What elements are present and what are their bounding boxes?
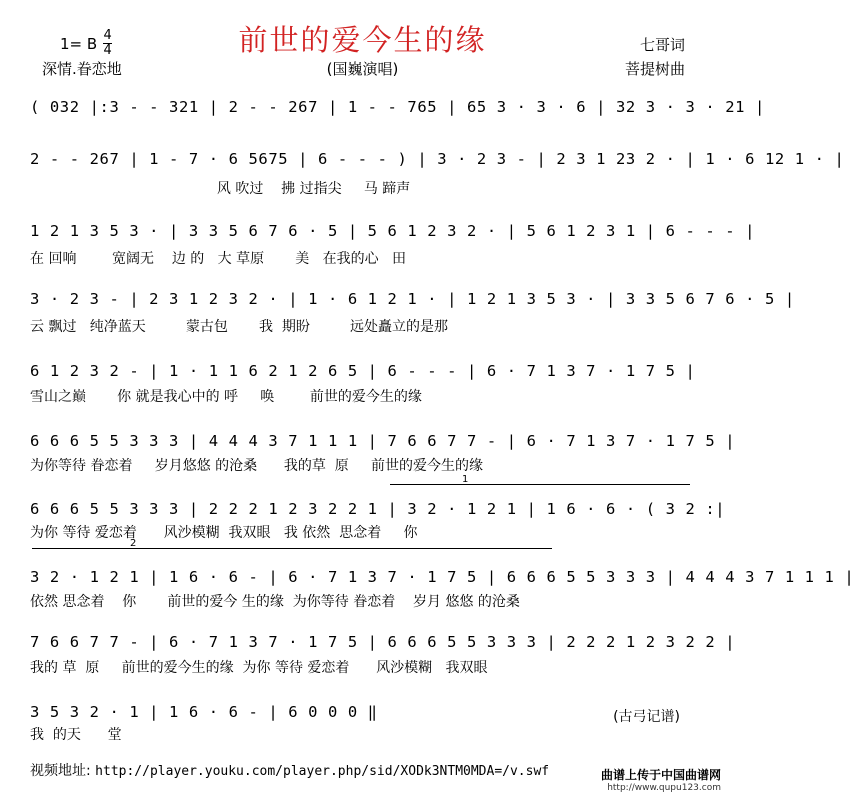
watermark-text: 曲谱上传于中国曲谱网 [600,768,721,782]
lyric-line-5: 雪山之巅 你 就是我心中的 呼 唤 前世的爱今生的缘 [30,389,422,405]
score-line-6: 6 6 6 5 5 3 3 3 | 4 4 4 3 7 1 1 1 | 7 6 6 7 7 - | 6 · 7 1 3 7 · 1 7 5 | [30,432,736,450]
lyric-line-6: 为你等待 眷恋着 岁月悠悠 的沧桑 我的草 原 前世的爱今生的缘 [30,458,484,474]
score-line-10: 3 5 3 2 · 1 | 1 6 · 6 - | 6 0 0 0 ‖ [30,703,378,721]
second-ending-number: 2 [130,538,137,549]
video-url[interactable]: http://player.youku.com/player.php/sid/XODk3NTM0MDA=/v.swf [95,764,550,779]
second-ending-bracket [32,548,552,549]
transcriber-credit: (古弓记谱) [613,709,680,725]
watermark-url: http://www.qupu123.com [607,783,721,793]
lyric-line-10: 我 的天 堂 [30,727,122,743]
score-line-3: 1 2 1 3 5 3 · | 3 3 5 6 7 6 · 5 | 5 6 1 2 3 2 · | 5 6 1 2 3 1 | 6 - - - | [30,222,756,240]
score-line-5: 6 1 2 3 2 - | 1 · 1 1 6 2 1 2 6 5 | 6 - - - | 6 · 7 1 3 7 · 1 7 5 | [30,362,696,380]
mood-marking: 深情.眷恋地 [42,60,122,78]
lyricist-credit: 七哥词 [639,36,685,54]
key-time-signature [60,30,112,57]
score-line-9: 7 6 6 7 7 - | 6 · 7 1 3 7 · 1 7 5 | 6 6 6 5 5 3 3 3 | 2 2 2 1 2 3 2 2 | [30,633,736,651]
lyric-line-4: 云 飘过 纯净蓝天 蒙古包 我 期盼 远处矗立的是那 [30,319,448,335]
key-signature: 1= B [60,34,98,53]
score-line-7: 6 6 6 5 5 3 3 3 | 2 2 2 1 2 3 2 2 1 | 3 2 · 1 2 1 | 1 6 · 6 · ( 3 2 :| [30,500,726,518]
time-signature [103,30,112,57]
video-label: 视频地址: [30,763,91,779]
first-ending-number: 1 [462,474,469,485]
time-numerator: 4 [103,28,112,43]
lyric-line-3: 在 回响 宽阔无 边 的 大 草原 美 在我的心 田 [30,251,406,267]
score-line-8: 3 2 · 1 2 1 | 1 6 · 6 - | 6 · 7 1 3 7 · 1 7 5 | 6 6 6 5 5 3 3 3 | 4 4 4 3 7 1 1 1 | [30,568,854,586]
score-line-4: 3 · 2 3 - | 2 3 1 2 3 2 · | 1 · 6 1 2 1 · | 1 2 1 3 5 3 · | 3 3 5 6 7 6 · 5 | [30,290,795,308]
video-address [30,760,549,780]
lyric-line-9: 我的 草 原 前世的爱今生的缘 为你 等待 爱恋着 风沙模糊 我双眼 [30,660,488,676]
song-title: 前世的爱今生的缘 [238,23,487,57]
composer-credit: 菩提树曲 [624,60,685,78]
lyric-line-2: 风 吹过 拂 过指尖 马 蹄声 [30,181,411,197]
lyric-line-8: 依然 思念着 你 前世的爱今 生的缘 为你等待 眷恋着 岁月 悠悠 的沧桑 [30,594,520,610]
score-line-1: ( 032 |:3 - - 321 | 2 - - 267 | 1 - - 765 | 65 3 · 3 · 6 | 32 3 · 3 · 21 | [30,98,765,116]
site-watermark [601,769,721,795]
score-line-2: 2 - - 267 | 1 - 7 · 6 5675 | 6 - - - ) | 3 · 2 3 - | 2 3 1 23 2 · | 1 · 6 12 1 · | [30,150,845,168]
first-ending-bracket [390,484,690,485]
singer-credit: (国巍演唱) [326,60,399,78]
time-denominator: 4 [103,43,112,58]
lyric-line-7: 为你 等待 爱恋着 风沙模糊 我双眼 我 依然 思念着 你 [30,525,418,541]
